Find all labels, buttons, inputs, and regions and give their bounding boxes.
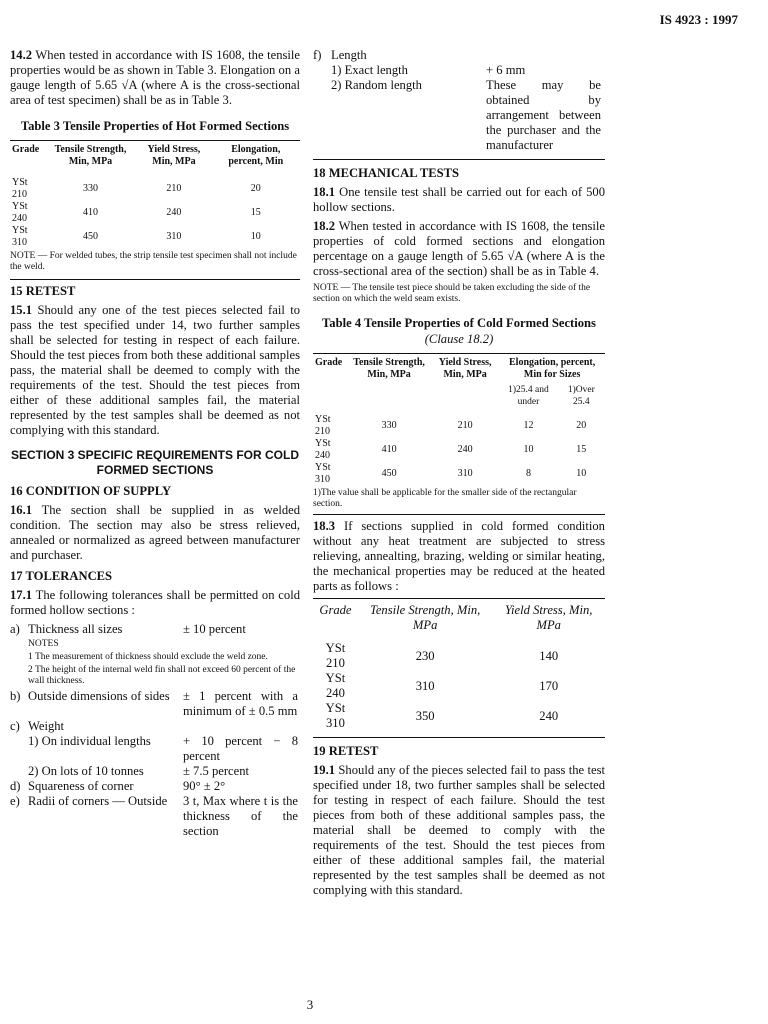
- tolerance-f2: 2) Random length These may be obtained by arrangement between the purchaser and the manufacturer: [331, 78, 601, 152]
- tolerance-d: d) Squareness of corner 90° ± 2°: [10, 779, 226, 793]
- table-4-caption: Table 4 Tensile Properties of Cold Formed Sections (Clause 18.2): [322, 316, 596, 346]
- table-row: YSt 310 450 310 8 10: [315, 462, 587, 485]
- t4-header-tensile: Tensile Strength, Min, MPa: [353, 357, 425, 380]
- table-3-caption: Table 3 Tensile Properties of Hot Formed Sections: [20, 119, 290, 133]
- t3-header-yield: Yield Stress, Min, MPa: [147, 144, 201, 167]
- note-2: 2 The height of the internal weld fin shall not exceed 60 percent of the wall thickness.: [28, 665, 296, 686]
- clause-18-2-note: NOTE — The tensile test piece should be taken excluding the side of the section on which the weld seam exists.: [313, 283, 591, 304]
- tolerance-c2: 2) On lots of 10 tonnes ± 7.5 percent: [28, 764, 250, 778]
- tolerance-e: e) Radii of corners — Outside 3 t, Max where t is the thickness of the section: [10, 794, 298, 838]
- clause-17-1: 17.1 The following tolerances shall be permitted on cold formed hollow sections :: [10, 588, 300, 617]
- heat-header-yield: Yield Stress, Min, MPa: [504, 603, 593, 632]
- clause-16-1: 16.1 The section shall be supplied in as welded condition. The section may also be stress relieved, annealed or normalized as agreed between manufacturer and purchaser.: [10, 503, 300, 562]
- table-row: YSt 240 410 240 10 15: [315, 438, 587, 461]
- section-3-heading: SECTION 3 SPECIFIC REQUIREMENTS FOR COLD FORMED SECTIONS: [10, 448, 300, 477]
- tolerance-c: c) Weight: [10, 719, 65, 733]
- table-row: YSt 310 350 240: [325, 701, 559, 730]
- table-row: YSt 210 230 140: [325, 641, 559, 670]
- table-row: YSt 210 330 210 20: [12, 177, 261, 200]
- table-4-footnote: 1)The value shall be applicable for the smaller side of the rectangular section.: [313, 488, 577, 509]
- note-1: 1 The measurement of thickness should exclude the weld zone.: [28, 652, 268, 662]
- clause-19-1: 19.1 Should any of the pieces selected fail to pass the test specified under 18, two further samples shall be selected for testing in respect of each failure. Should the test pieces from both of these additional samples pass, the material shall be deemed to comply with the requirements of the test. Should the test pieces from either of these additional samples fail, the material represented by the test samples shall be deemed as not complying with this standard.: [313, 763, 605, 897]
- clause-14-2: 14.2 When tested in accordance with IS 1608, the tensile properties would be as shown in Table 3. Elongation on a gauge length of 5.65 √A (where A is the cross-sectional area of test specimen) shall be as in Table 3.: [10, 48, 300, 107]
- clause-15-1: 15.1 Should any one of the test pieces selected fail to pass the test specified under 14, two further samples shall be selected for testing in respect of each failure. Should the test pieces from both these additional samples pass, the material shall be deemed to comply with the requirements of the test. Should the test pieces from either of these additional samples fail, the material represented by the test samples shall be deemed as not complying with this standard.: [10, 303, 301, 437]
- standard-header: IS 4923 : 1997: [659, 12, 738, 27]
- heading-17-tolerances: 17 TOLERANCES: [10, 569, 113, 583]
- t4-subheader-under: 1)25.4 and under: [508, 385, 549, 407]
- t4-header-elongation: Elongation, percent, Min for Sizes: [509, 357, 596, 380]
- clause-18-2: 18.2 When tested in accordance with IS 1608, the tensile properties of cold formed sections and elongation percentage on a gauge length of 5.65 √A (where A is the cross-sectional area of the section) shall be as in Table 4.: [313, 219, 606, 278]
- tolerance-b: b) Outside dimensions of sides ± 1 percent with a minimum of ± 0.5 mm: [10, 689, 298, 718]
- table-3: [10, 140, 300, 249]
- heading-15-retest: 15 RETEST: [10, 279, 300, 299]
- table-4: [313, 353, 605, 486]
- tolerance-f1: 1) Exact length + 6 mm: [331, 63, 526, 77]
- left-column: [10, 48, 300, 839]
- t4-header-yield: Yield Stress, Min, MPa: [438, 357, 492, 380]
- heated-properties-table: [313, 598, 605, 731]
- t4-header-grade: Grade: [315, 357, 343, 368]
- table-row: YSt 240 410 240 15: [12, 201, 261, 224]
- heading-19-retest: 19 RETEST: [313, 737, 605, 759]
- t3-header-tensile: Tensile Strength, Min, MPa: [54, 144, 127, 167]
- heat-header-tensile: Tensile Strength, Min, MPa: [370, 603, 481, 632]
- t3-header-grade: Grade: [12, 144, 40, 155]
- heading-18-mechanical-tests: 18 MECHANICAL TESTS: [313, 159, 605, 181]
- table-3-note: NOTE — For welded tubes, the strip tensile test specimen shall not include the weld.: [10, 251, 297, 272]
- heat-header-grade: Grade: [319, 603, 352, 617]
- table-row: YSt 310 450 310 10: [12, 225, 261, 248]
- tolerance-c1: 1) On individual lengths + 10 percent − 8 percent: [28, 734, 298, 763]
- table-row: YSt 240 310 170: [325, 671, 559, 700]
- tolerance-f: f) Length: [313, 48, 367, 62]
- notes-title: NOTES: [28, 639, 59, 649]
- clause-18-3: 18.3 If sections supplied in cold formed condition without any heat treatment are subjected to stress relieving, annealting, brazing, welding or similar heating, the mechanical properties may be reduced at the heated parts as follows :: [313, 514, 605, 594]
- heading-16-condition-of-supply: 16 CONDITION OF SUPPLY: [10, 484, 172, 498]
- table-row: YSt 210 330 210 12 20: [315, 414, 587, 437]
- page-number: 3: [306, 997, 314, 1012]
- right-column: [313, 48, 605, 902]
- clause-18-1: 18.1 One tensile test shall be carried out for each of 500 hollow sections.: [313, 185, 605, 214]
- t3-header-elongation: Elongation, percent, Min: [228, 144, 284, 167]
- t4-subheader-over: 1)Over 25.4: [567, 385, 595, 407]
- tolerance-a: a) Thickness all sizes ± 10 percent: [10, 622, 246, 636]
